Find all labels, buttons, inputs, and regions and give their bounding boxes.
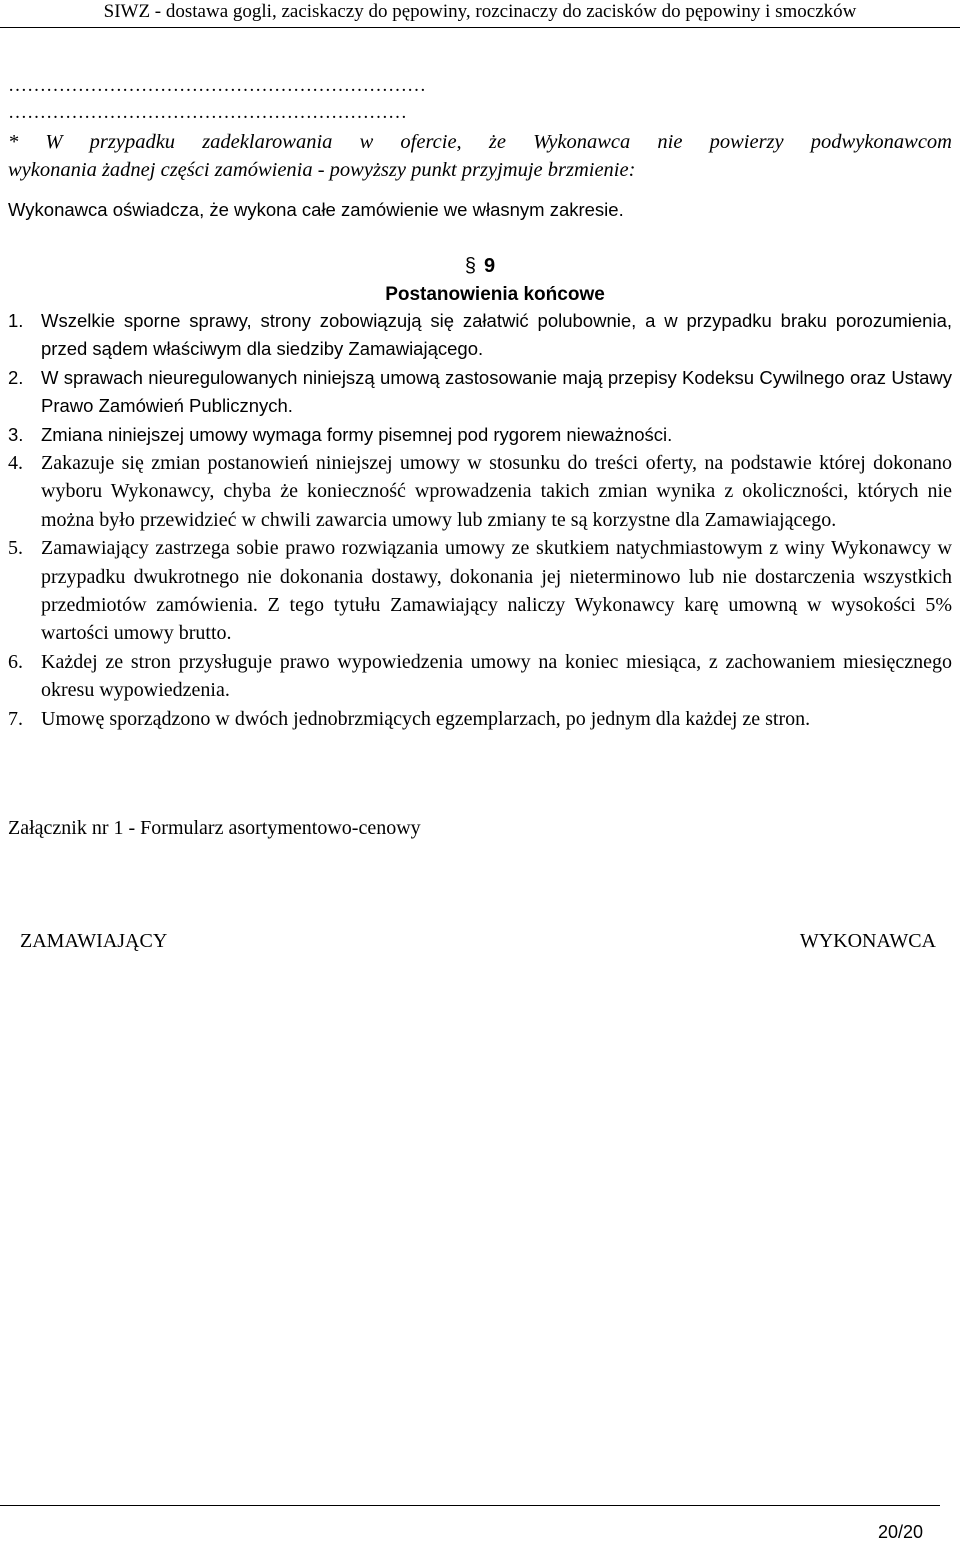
attachment-reference: Załącznik nr 1 - Formularz asortymentowo-cenowy: [8, 817, 421, 839]
list-item-number: 6.: [8, 650, 23, 673]
list-item-text: Każdej ze stron przysługuje prawo wypowiedzenia umowy na koniec miesiąca, z zachowaniem miesięcznego okresu wypowiedzenia.: [41, 650, 952, 702]
list-item-number: 1.: [8, 310, 24, 331]
list-item-text: Zmiana niniejszej umowy wymaga formy pisemnej pod rygorem nieważności.: [41, 423, 673, 445]
list-item: [8, 421, 952, 449]
list-item-number: 3.: [8, 423, 24, 445]
footnote-line: * W przypadku zadeklarowania w ofercie, że Wykonawca nie powierzy podwykonawcom: [8, 131, 952, 153]
page-number: 20/20: [877, 1522, 923, 1542]
page-header: SIWZ - dostawa gogli, zaciskaczy do pępowiny, rozcinaczy do zacisków do pępowiny i smoczków: [103, 1, 857, 22]
contractor-statement: Wykonawca oświadcza, że wykona całe zamówienie we własnym zakresie.: [8, 199, 624, 220]
list-item-text: Zamawiający zastrzega sobie prawo rozwiązania umowy ze skutkiem natychmiastowym z winy Wykonawcy w przypadku dwukrotnego nie dokonania dostawy, dokonania jej nieterminowo lub nie dostarczenia wszystkich przedmiotów zamówienia. Z tego tytułu Zamawiający naliczy Wykonawcy karę umowną w wysokości 5% wartości umowy brutto.: [41, 537, 952, 645]
list-item: [8, 307, 952, 364]
list-item-number: 2.: [8, 366, 24, 388]
list-item: [8, 449, 952, 534]
footnote-italic: [8, 128, 952, 184]
list-item: [8, 534, 952, 648]
footer-divider: [0, 1505, 940, 1506]
provisions-list: [8, 307, 952, 733]
list-item-text: W sprawach nieuregulowanych niniejszą umową zastosowanie mają przepisy Kodeksu Cywilnego oraz Ustawy Prawo Zamówień Publicznych.: [41, 366, 952, 417]
dotted-line: …………………………………………………………: [8, 75, 426, 96]
footnote-line: wykonania żadnej części zamówienia - powyższy punkt przyjmuje brzmienie:: [8, 159, 636, 181]
list-item-text: Umowę sporządzono w dwóch jednobrzmiących egzemplarzach, po jednym dla każdej ze stron.: [41, 707, 811, 730]
section-symbol-icon: §: [464, 255, 476, 277]
section-number: 9: [484, 255, 496, 277]
list-item-text: Wszelkie sporne sprawy, strony zobowiązują się załatwić polubownie, a w przypadku braku porozumienia, przed sądem właściwym dla siedziby Zamawiającego.: [41, 310, 952, 360]
signature-contractor: WYKONAWCA: [799, 930, 936, 952]
list-item-text: Zakazuje się zmian postanowień niniejszej umowy w stosunku do treści oferty, na podstawie której dokonano wyboru Wykonawcy, chyba że konieczność wprowadzenia takich zmian wynika z okoliczności, których nie można było przewidzieć w chwili zawarcia umowy lub zmiany te są korzystne dla Zamawiającego.: [41, 452, 952, 531]
signature-ordering-party: ZAMAWIAJĄCY: [20, 930, 168, 952]
list-item-number: 7.: [8, 707, 23, 730]
list-item-number: 5.: [8, 537, 23, 560]
list-item: [8, 705, 952, 733]
list-item: [8, 364, 952, 421]
section-title: Postanowienia końcowe: [385, 284, 605, 305]
section-heading: [0, 252, 960, 280]
list-item-number: 4.: [8, 452, 23, 475]
dotted-line: ………………………………………………………: [8, 102, 407, 123]
header-divider: [0, 27, 960, 28]
list-item: [8, 648, 952, 705]
